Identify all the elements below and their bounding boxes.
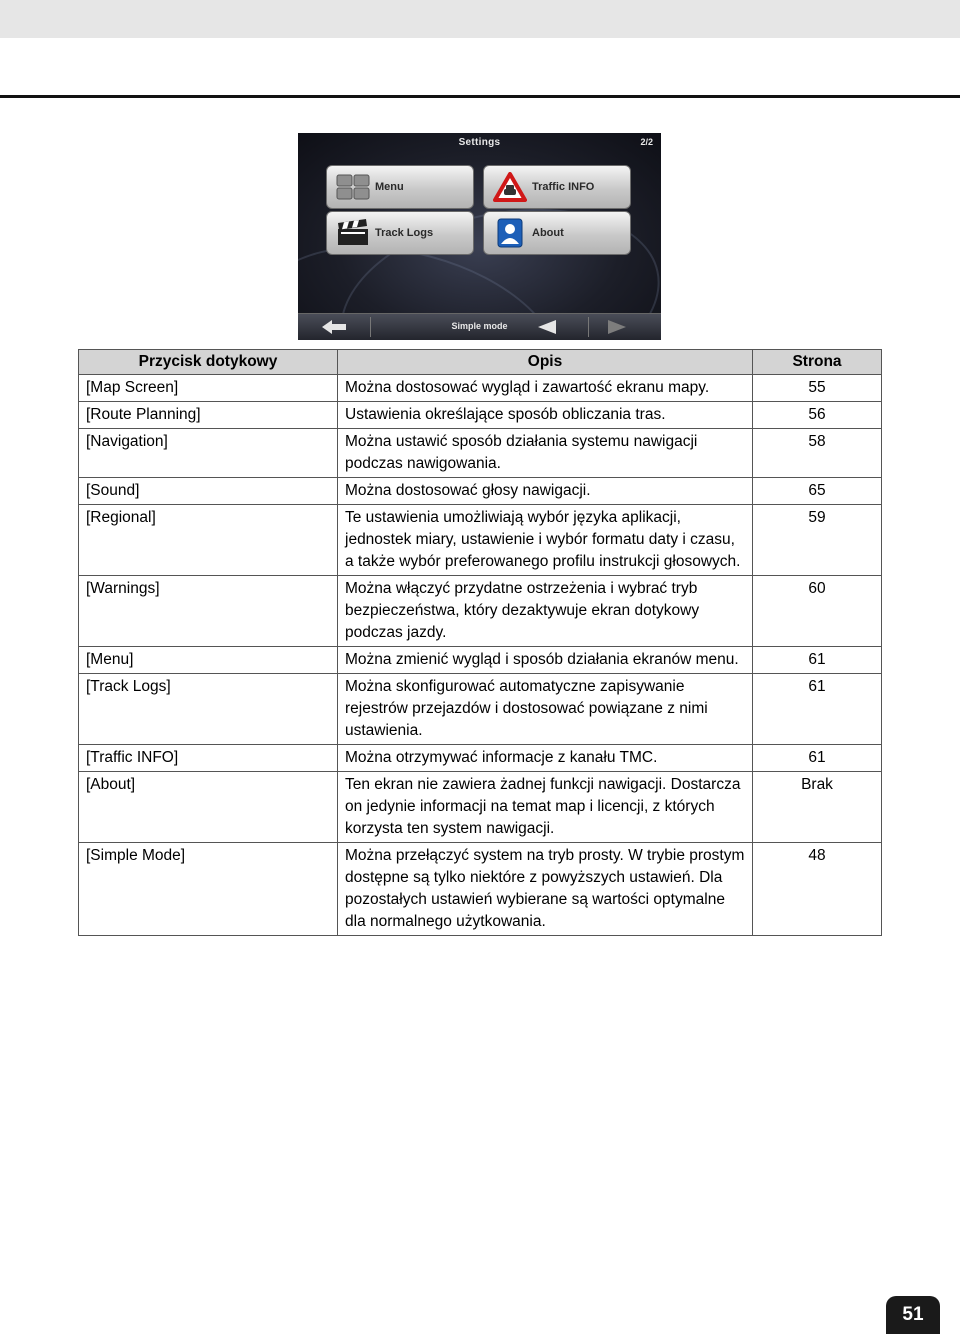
person-info-icon (492, 218, 528, 248)
button-name-cell: [About] (79, 772, 338, 843)
device-page-indicator: 2/2 (640, 137, 653, 147)
description-cell: Można skonfigurować automatyczne zapisywanie rejestrów przejazdów i dostosować powiązane z nimi ustawienia. (338, 674, 753, 745)
table-row (79, 576, 882, 647)
table-row (79, 375, 882, 402)
button-name-cell: [Navigation] (79, 429, 338, 478)
page-cell: 59 (753, 505, 882, 576)
button-name-cell: [Warnings] (79, 576, 338, 647)
button-name-cell: [Map Screen] (79, 375, 338, 402)
button-name-cell: [Regional] (79, 505, 338, 576)
header-divider (0, 95, 960, 98)
description-cell: Ten ekran nie zawiera żadnej funkcji nawigacji. Dostarcza on jedynie informacji na temat map i licencji, z których korzysta ten system nawigacji. (338, 772, 753, 843)
description-cell: Można dostosować wygląd i zawartość ekranu mapy. (338, 375, 753, 402)
description-cell: Można przełączyć system na tryb prosty. W trybie prostym dostępne są tylko niektóre z powyższych ustawień. Dla pozostałych ustawień wybierane są wartości optymalne dla normalnego użytkowania. (338, 843, 753, 936)
table-row (79, 429, 882, 478)
column-header: Opis (338, 350, 753, 375)
button-name-cell: [Sound] (79, 478, 338, 505)
column-header: Przycisk dotykowy (79, 350, 338, 375)
description-cell: Te ustawienia umożliwiają wybór języka aplikacji, jednostek miary, ustawienie i wybór formatu daty i czasu, a także wybór preferowanego profilu instrukcji głosowych. (338, 505, 753, 576)
track-logs-button-label: Track Logs (375, 227, 434, 239)
table-row (79, 843, 882, 936)
settings-table (78, 349, 882, 936)
table-row (79, 772, 882, 843)
device-screen-title: Settings (458, 137, 501, 148)
clapperboard-icon (335, 218, 371, 248)
table-row (79, 478, 882, 505)
track-logs-button[interactable] (326, 211, 474, 255)
button-name-cell: [Simple Mode] (79, 843, 338, 936)
page-cell: 61 (753, 745, 882, 772)
description-cell: Można włączyć przydatne ostrzeżenia i wybrać tryb bezpieczeństwa, który dezaktywuje ekran dotykowy podczas jazdy. (338, 576, 753, 647)
description-cell: Można dostosować głosy nawigacji. (338, 478, 753, 505)
description-cell: Można zmienić wygląd i sposób działania ekranów menu. (338, 647, 753, 674)
description-cell: Można otrzymywać informacje z kanału TMC. (338, 745, 753, 772)
table-row (79, 647, 882, 674)
page-cell: 58 (753, 429, 882, 478)
page-number-badge: 51 (886, 1296, 940, 1334)
button-name-cell: [Track Logs] (79, 674, 338, 745)
table-row (79, 674, 882, 745)
page-cell: 60 (753, 576, 882, 647)
about-button-label: About (532, 227, 564, 239)
device-bottom-bar (298, 313, 661, 340)
page-cell: 61 (753, 647, 882, 674)
page-cell: 61 (753, 674, 882, 745)
table-row (79, 745, 882, 772)
device-settings-screenshot (298, 133, 661, 340)
page-cell: Brak (753, 772, 882, 843)
table-row (79, 402, 882, 429)
column-header: Strona (753, 350, 882, 375)
menu-button[interactable] (326, 165, 474, 209)
traffic-info-button-label: Traffic INFO (532, 181, 595, 193)
menu-button-label: Menu (375, 181, 404, 193)
page-cell: 56 (753, 402, 882, 429)
page-cell: 48 (753, 843, 882, 936)
description-cell: Można ustawić sposób działania systemu nawigacji podczas nawigowania. (338, 429, 753, 478)
page-cell: 65 (753, 478, 882, 505)
table-row (79, 505, 882, 576)
simple-mode-label[interactable]: Simple mode (451, 321, 508, 331)
bar-separator (588, 317, 589, 337)
previous-page-icon[interactable] (538, 320, 556, 339)
page-cell: 55 (753, 375, 882, 402)
description-cell: Ustawienia określające sposób obliczania tras. (338, 402, 753, 429)
table-header-row (79, 350, 882, 375)
next-page-icon[interactable] (608, 320, 626, 339)
button-name-cell: [Traffic INFO] (79, 745, 338, 772)
button-name-cell: [Menu] (79, 647, 338, 674)
about-button[interactable] (483, 211, 631, 255)
menu-grid-icon (335, 172, 371, 202)
traffic-info-button[interactable] (483, 165, 631, 209)
button-name-cell: [Route Planning] (79, 402, 338, 429)
header-strip (0, 0, 960, 38)
traffic-warning-icon (492, 172, 528, 202)
